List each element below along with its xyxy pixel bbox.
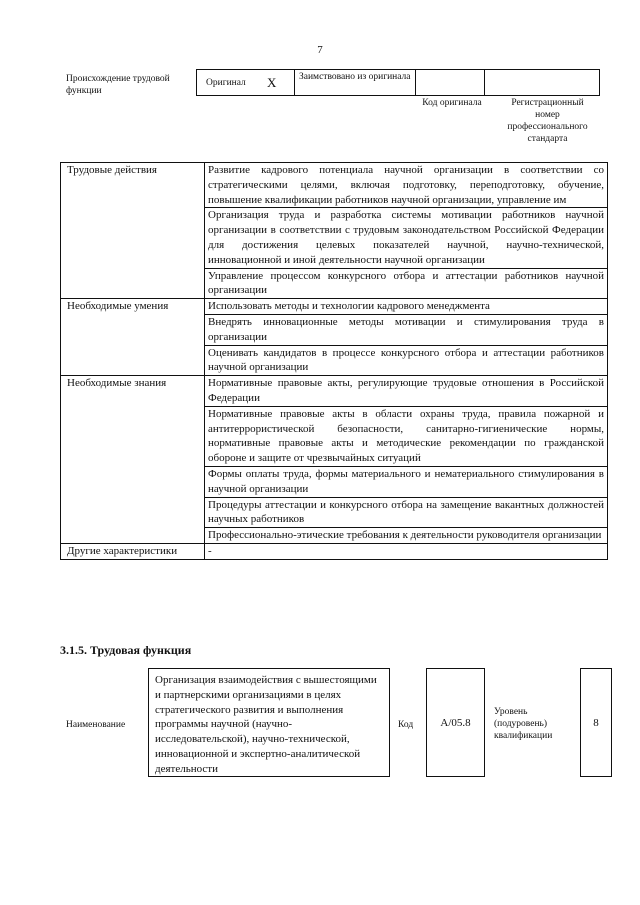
borrowed-label: Заимствовано из оригинала [299, 72, 411, 82]
table-row [61, 163, 608, 208]
table-cell: - [205, 543, 608, 559]
original-cell [197, 70, 295, 95]
code-caption: Код оригинала [422, 98, 482, 108]
level-label: Уровень (подуровень) квалификации [494, 707, 553, 741]
qualification-level: 8 [580, 668, 612, 777]
table-cell: Использовать методы и технологии кадрового менеджмента [205, 299, 608, 315]
row-label: Необходимые умения [61, 299, 205, 376]
function-details-table [60, 162, 608, 560]
table-cell: Формы оплаты труда, формы материального и нематериального стимулирования в научной организации [205, 466, 608, 497]
borrowed-cell [295, 70, 416, 95]
table-cell: Профессионально-этические требования к деятельности руководителя организации [205, 528, 608, 544]
row-label: Трудовые действия [61, 163, 205, 299]
function-name: Организация взаимодействия с вышестоящими и партнерскими организациями в целях стратегического развития и выполнения программы научной (научно-исследовательской), научно-технической, инновационной и экспертно-аналитической деятельности [148, 668, 390, 777]
original-label: Оригинал [206, 78, 246, 88]
table-cell: Внедрять инновационные методы мотивации и стимулирования труда в организации [205, 314, 608, 345]
table-cell: Процедуры аттестации и конкурсного отбора на замещение вакантных должностей научных работников [205, 497, 608, 528]
original-code-cell [416, 70, 485, 95]
table-row [61, 543, 608, 559]
section-heading: 3.1.5. Трудовая функция [60, 643, 192, 657]
table-cell: Организация труда и разработка системы мотивации работников научной организации в соответствии с трудовым законодательством Российской Федерации для достижения целевых показателей научной, научно-технической, инновационной и иной деятельности научной организации [205, 208, 608, 268]
reg-caption: Регистрационный номер профессионального стандарта [507, 98, 588, 144]
table-cell: Оценивать кандидатов в процессе конкурсного отбора и аттестации работников научной организации [205, 345, 608, 376]
original-mark: X [267, 75, 277, 90]
row-label: Необходимые знания [61, 376, 205, 544]
table-cell: Развитие кадрового потенциала научной организации в соответствии со стратегическими целями, включая подготовку, переподготовку, обучение, повышение квалификации работников научной организации, управление им [205, 163, 608, 208]
page-number: 7 [317, 44, 323, 56]
origin-label: Происхождение трудовой функции [66, 74, 170, 96]
table-cell: Нормативные правовые акты в области охраны труда, правила пожарной и антитеррористической безопасности, санитарно-гигиенические нормы, нормативные правовые акты и методические рекомендации по гражданской обороне и защите от чрезвычайных ситуаций [205, 406, 608, 466]
code-label: Код [398, 720, 414, 730]
origin-box [196, 69, 600, 96]
table-cell: Управление процессом конкурсного отбора и аттестации работников научной организации [205, 268, 608, 299]
table-row [61, 299, 608, 315]
row-label: Другие характеристики [61, 543, 205, 559]
name-label: Наименование [66, 720, 126, 730]
table-cell: Нормативные правовые акты, регулирующие трудовые отношения в Российской Федерации [205, 376, 608, 407]
function-code: A/05.8 [426, 668, 485, 777]
table-row [61, 376, 608, 407]
